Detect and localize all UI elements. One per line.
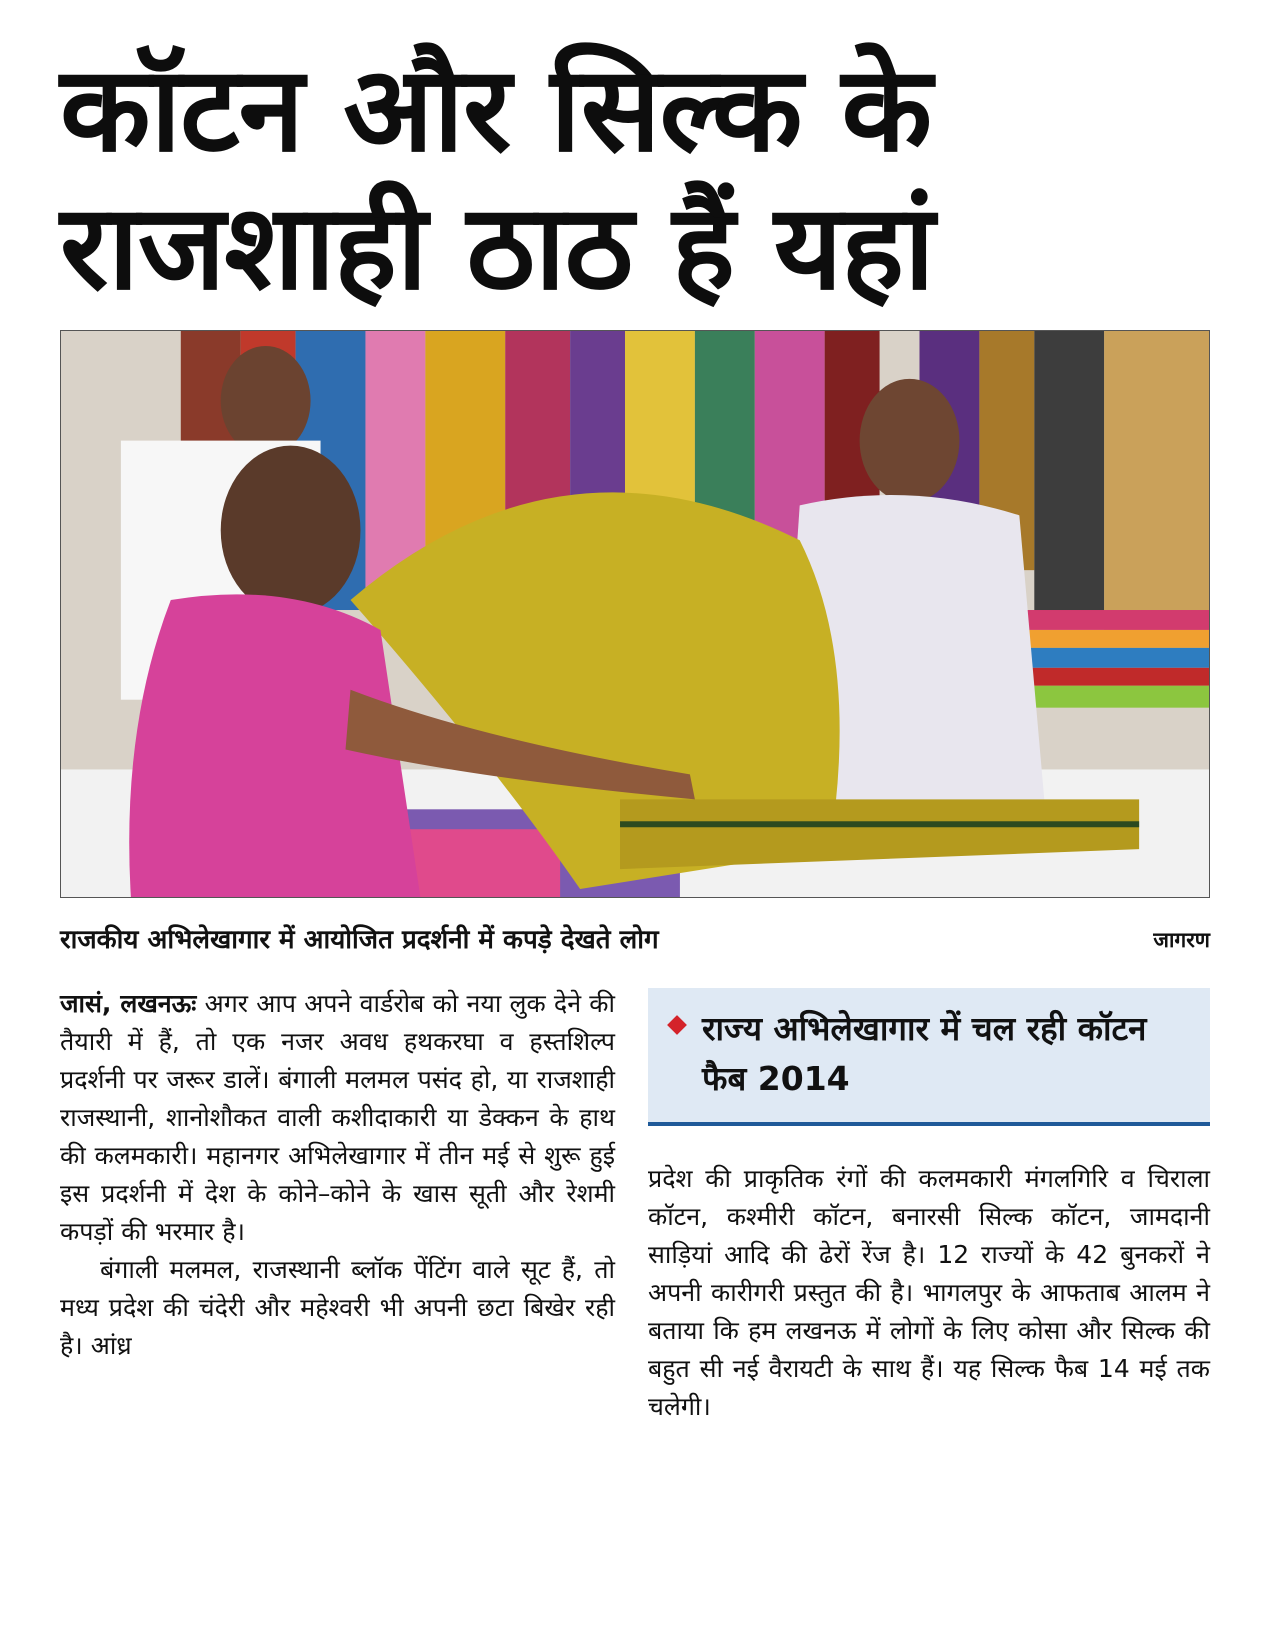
photo-credit: जागरण (1153, 928, 1210, 952)
headline-line-2: राजशाही ठाठ हैं यहां (60, 178, 934, 316)
highlight-text: राज्य अभिलेखागार में चल रही कॉटन फैब 2014 (702, 1009, 1147, 1098)
photo-caption (60, 920, 1210, 960)
article-column-left (60, 985, 615, 1365)
article-paragraph-2: बंगाली मलमल, राजस्थानी ब्लॉक पेंटिंग वाले सूट हैं, तो मध्य प्रदेश की चंदेरी और महेश्वरी भी अपनी छटा बिखेर रही है। आंध्र (60, 1255, 615, 1360)
news-photo (60, 330, 1210, 898)
paragraph-1-text: अगर आप अपने वार्डरोब को नया लुक देने की तैयारी में हैं, तो एक नजर अवध हथकरघा व हस्तशिल्प प्रदर्शनी पर जरूर डालें। बंगाली मलमल पसंद हो, या राजशाही राजस्थानी, शानोशौकत वाली कशीदाकारी या डेक्कन के हाथ की कलमकारी। महानगर अभिलेखागार में तीन मई से शुरू हुई इस प्रदर्शनी में देश के कोने–कोने के खास सूती और रेशमी कपड़ों की भरमार है। (60, 989, 615, 1246)
photo-of-exhibition-icon (61, 331, 1209, 897)
caption-text: राजकीय अभिलेखागार में आयोजित प्रदर्शनी में कपड़े देखते लोग (60, 925, 659, 955)
headline-line-1: कॉटन और सिल्क के (60, 40, 932, 178)
article-paragraph-3: प्रदेश की प्राकृतिक रंगों की कलमकारी मंगलगिरि व चिराला कॉटन, कश्मीरी कॉटन, बनारसी सिल्क कॉटन, जामदानी साड़ियां आदि की ढेरों रेंज है। 12 राज्यों के 42 बुनकरों ने अपनी कारीगरी प्रस्तुत की है। भागलपुर के आफताब आलम ने बताया कि हम लखनऊ में लोगों के लिए कोसा और सिल्क की बहुत सी नई वैरायटी के साथ हैं। यह सिल्क फैब 14 मई तक चलेगी। (648, 1164, 1210, 1421)
dateline: जासं, लखनऊः (60, 989, 197, 1018)
diamond-bullet-icon (667, 1015, 687, 1035)
article-column-right (648, 1160, 1210, 1426)
headline (60, 40, 1210, 316)
article-paragraph-1 (60, 985, 615, 1251)
highlight-box (648, 988, 1210, 1126)
